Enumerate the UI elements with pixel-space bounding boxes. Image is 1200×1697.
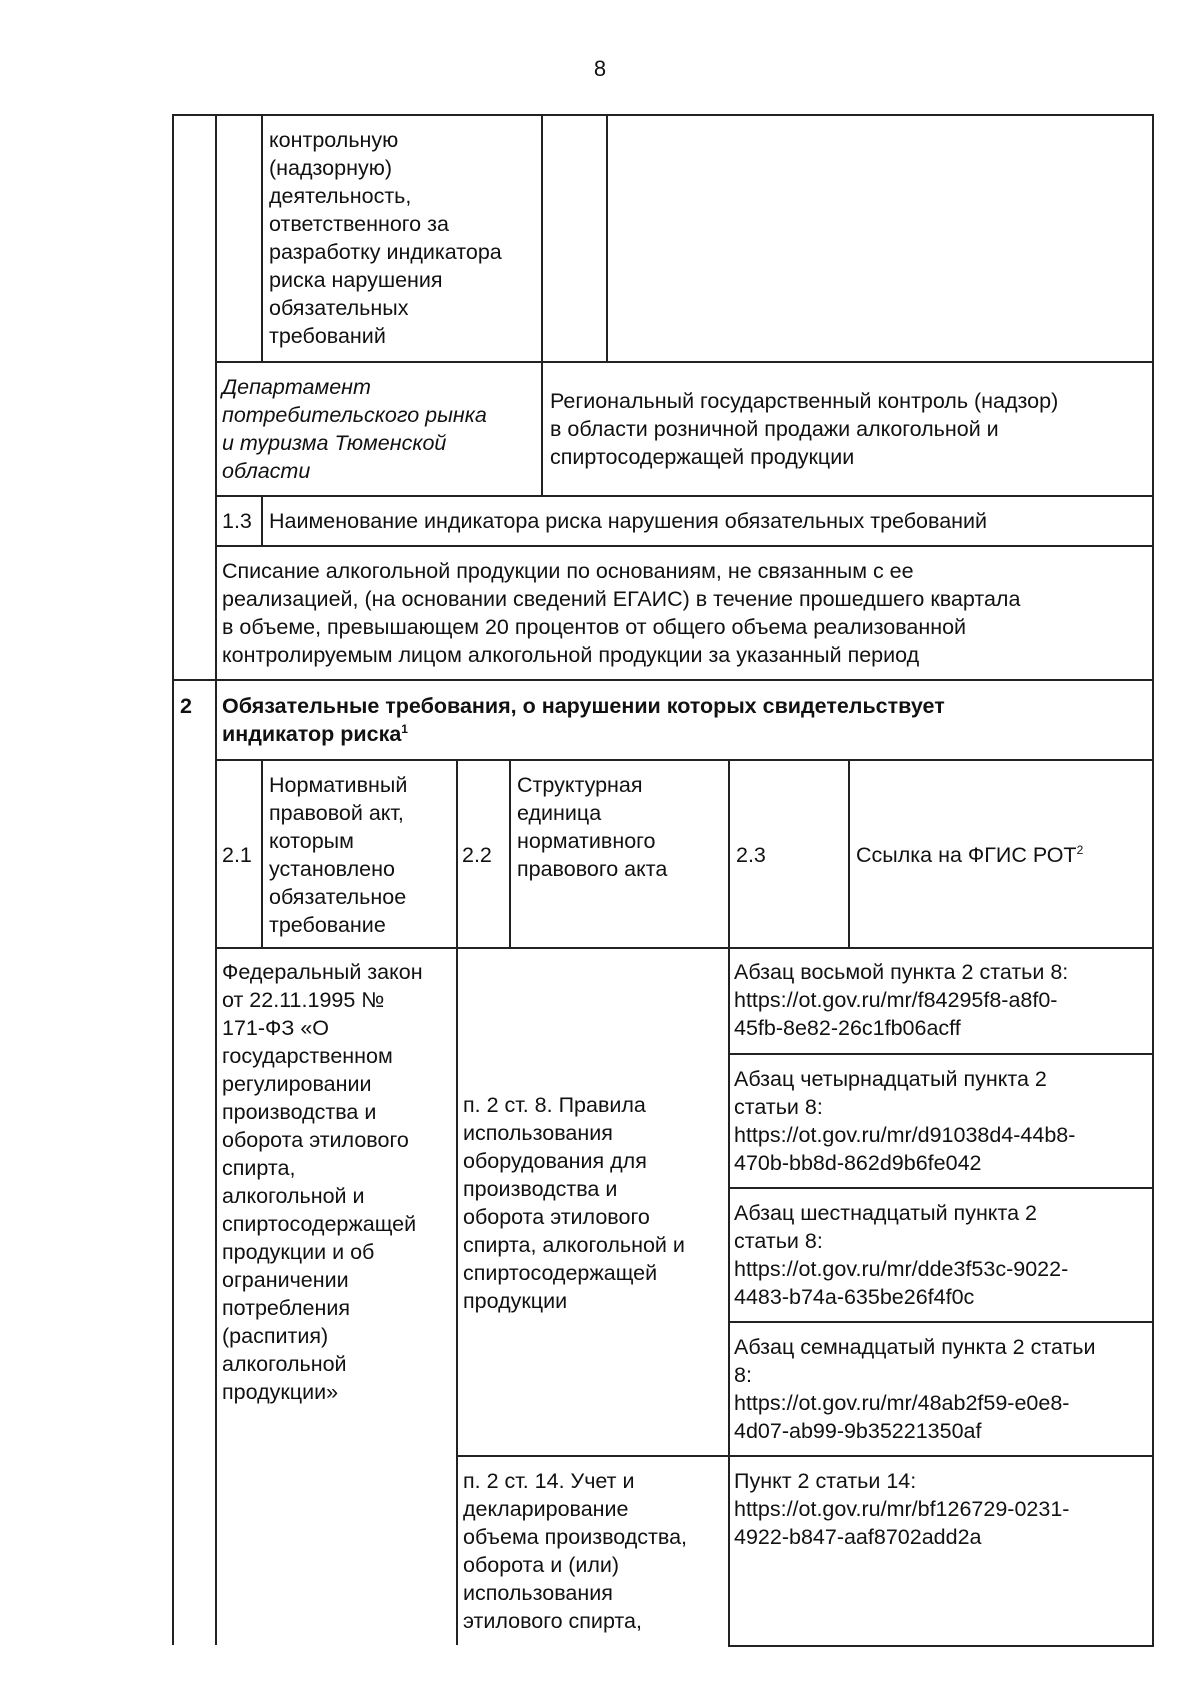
link-url[interactable]: https://ot.gov.ru/mr/dde3f53c-9022- [734,1257,1069,1281]
row-1-3-label: Наименование индикатора риска нарушения обязательных требований [269,509,988,533]
law-line: потребления [222,1296,351,1320]
structural-unit-line: спиртосодержащей [463,1261,658,1285]
grid-line [729,1321,1154,1323]
section-2-title: Обязательные требования, о нарушении которых свидетельствует [222,694,945,718]
grid-line [172,114,1154,116]
link-cell-line: Абзац семнадцатый пункта 2 статьи [734,1335,1096,1359]
header-2-3-text: Ссылка на ФГИС РОТ [856,843,1077,867]
cont-line: деятельность, [269,184,412,208]
header-2-1-line: правовой акт, [269,801,404,825]
link-cell-line: 8: [734,1363,752,1387]
link-url[interactable]: https://ot.gov.ru/mr/d91038d4-44b8- [734,1123,1076,1147]
grid-line [215,114,217,1645]
law-line: Федеральный закон [222,960,423,984]
header-2-1-line: установлено [269,857,395,881]
header-2-3-label [856,841,1083,869]
cont-line: ответственного за [269,212,449,236]
grid-line [216,759,1154,761]
link-url[interactable]: https://ot.gov.ru/mr/f84295f8-a8f0- [734,988,1058,1012]
department-line: области [222,459,311,483]
grid-line [729,1053,1154,1055]
header-2-1-line: требование [269,913,386,937]
structural-unit-line: п. 2 ст. 8. Правила [463,1093,646,1117]
link-cell-line: статьи 8: [734,1229,823,1253]
law-line: продукции и об [222,1240,375,1264]
grid-line [606,114,608,361]
header-2-1-line: которым [269,829,354,853]
grid-line [848,759,850,947]
department-line: и туризма Тюменской [222,431,447,455]
law-line: ограничении [222,1268,349,1292]
cont-line: обязательных [269,296,409,320]
header-2-1-line: Нормативный [269,773,408,797]
link-url[interactable]: https://ot.gov.ru/mr/bf126729-0231- [734,1497,1070,1521]
link-cell-line: Абзац четырнадцатый пункта 2 [734,1067,1047,1091]
grid-line [456,759,458,1645]
link-url[interactable]: 4d07-ab99-9b35221350af [734,1419,982,1443]
indicator-line: в объеме, превышающем 20 процентов от общего объема реализованной [222,615,967,639]
cont-line: разработку индикатора [269,240,502,264]
link-url[interactable]: 470b-bb8d-862d9b6fe042 [734,1151,982,1175]
grid-line [261,114,263,361]
structural-unit-line: оборудования для [463,1149,647,1173]
department-line: Департамент [222,375,371,399]
control-type-line: Региональный государственный контроль (надзор) [550,389,1059,413]
grid-line [261,759,263,947]
footnote-ref: 1 [401,721,408,736]
structural-unit-line: объема производства, [463,1525,688,1549]
link-cell-line: Пункт 2 статьи 14: [734,1469,917,1493]
header-2-2-line: Структурная [517,773,643,797]
grid-line [172,679,1154,681]
grid-line [729,1645,1154,1647]
grid-line [172,114,174,1645]
link-url[interactable]: 4922-b847-aaf8702add2a [734,1525,982,1549]
header-2-2-number: 2.2 [462,843,492,867]
law-line: (распития) [222,1324,329,1348]
law-line: алкогольной и [222,1184,365,1208]
structural-unit-line: спирта, алкогольной и [463,1233,685,1257]
link-url[interactable]: 45fb-8e82-26c1fb06acff [734,1016,961,1040]
header-2-1-line: обязательное [269,885,407,909]
department-line: потребительского рынка [222,403,487,427]
header-2-2-line: нормативного [517,829,656,853]
link-url[interactable]: https://ot.gov.ru/mr/48ab2f59-e0e8- [734,1391,1070,1415]
section-2-title [222,720,408,748]
indicator-line: контролируемым лицом алкогольной продукции за указанный период [222,643,920,667]
law-line: оборота этилового [222,1128,409,1152]
section-2-title-tail: индикатор риска [222,722,402,746]
cont-line: требований [269,324,386,348]
structural-unit-line: оборота и (или) [463,1553,620,1577]
indicator-line: реализацией, (на основании сведений ЕГАИС) в течение прошедшего квартала [222,587,1021,611]
structural-unit-line: этилового спирта, [463,1609,642,1633]
structural-unit-line: использования [463,1121,613,1145]
footnote-ref: 2 [1076,842,1084,857]
structural-unit-line: производства и [463,1177,618,1201]
header-2-1-number: 2.1 [222,843,252,867]
control-type-line: в области розничной продажи алкогольной и [550,417,999,441]
link-cell-line: статьи 8: [734,1095,823,1119]
control-type-line: спиртосодержащей продукции [550,445,855,469]
row-1-3-number: 1.3 [222,509,252,533]
header-2-3-number: 2.3 [736,843,766,867]
section-2-number: 2 [180,694,192,718]
law-line: производства и [222,1100,377,1124]
structural-unit-line: использования [463,1581,613,1605]
link-cell-line: Абзац шестнадцатый пункта 2 [734,1201,1037,1225]
page-number: 8 [593,56,607,81]
grid-line [216,495,1154,497]
grid-line [509,759,511,947]
grid-line [216,361,1154,363]
grid-line [541,114,543,495]
structural-unit-line: продукции [463,1289,568,1313]
grid-line [261,495,263,545]
law-line: от 22.11.1995 № [222,988,385,1012]
link-url[interactable]: 4483-b74a-635be26f4f0c [734,1285,975,1309]
structural-unit-line: декларирование [463,1497,629,1521]
grid-line [729,1187,1154,1189]
structural-unit-line: п. 2 ст. 14. Учет и [463,1469,635,1493]
header-2-2-line: правового акта [517,857,668,881]
header-2-2-line: единица [517,801,602,825]
grid-line [728,759,730,1647]
grid-line [457,1455,1154,1457]
law-line: регулировании [222,1072,372,1096]
law-line: государственном [222,1044,393,1068]
law-line: спиртосодержащей [222,1212,417,1236]
law-line: продукции» [222,1380,339,1404]
law-line: алкогольной [222,1352,347,1376]
indicator-line: Списание алкогольной продукции по основаниям, не связанным с ее [222,559,914,583]
link-cell-line: Абзац восьмой пункта 2 статьи 8: [734,960,1069,984]
grid-line [216,545,1154,547]
cont-line: контрольную [269,128,399,152]
structural-unit-line: оборота этилового [463,1205,650,1229]
law-line: 171-ФЗ «О [222,1016,330,1040]
cont-line: (надзорную) [269,156,392,180]
cont-line: риска нарушения [269,268,443,292]
grid-line [216,947,1154,949]
grid-line [1152,114,1154,1647]
law-line: спирта, [222,1156,296,1180]
